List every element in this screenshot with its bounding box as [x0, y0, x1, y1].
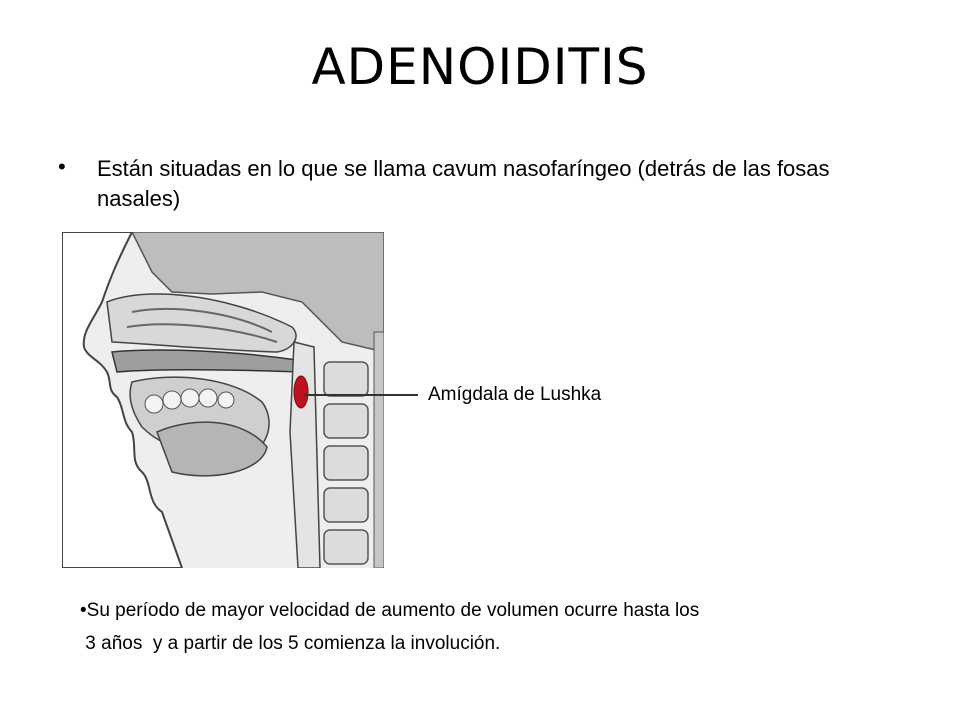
sagittal-head-drawing	[62, 232, 384, 568]
footnote-line-1: •Su período de mayor velocidad de aumento de volumen ocurre hasta los	[80, 600, 700, 621]
slide-title: ADENOIDITIS	[311, 38, 649, 96]
anatomy-illustration	[62, 232, 384, 568]
label-leader-line	[304, 394, 418, 396]
bullet-marker: •	[58, 154, 66, 179]
footnote-line-2: 3 años y a partir de los 5 comienza la involución.	[80, 633, 501, 654]
bullet-text: Están situadas en lo que se llama cavum nasofaríngeo (detrás de las fosas nasales)	[97, 156, 830, 211]
adenoid-label: Amígdala de Lushka	[428, 384, 602, 405]
footnote-text	[80, 594, 900, 660]
